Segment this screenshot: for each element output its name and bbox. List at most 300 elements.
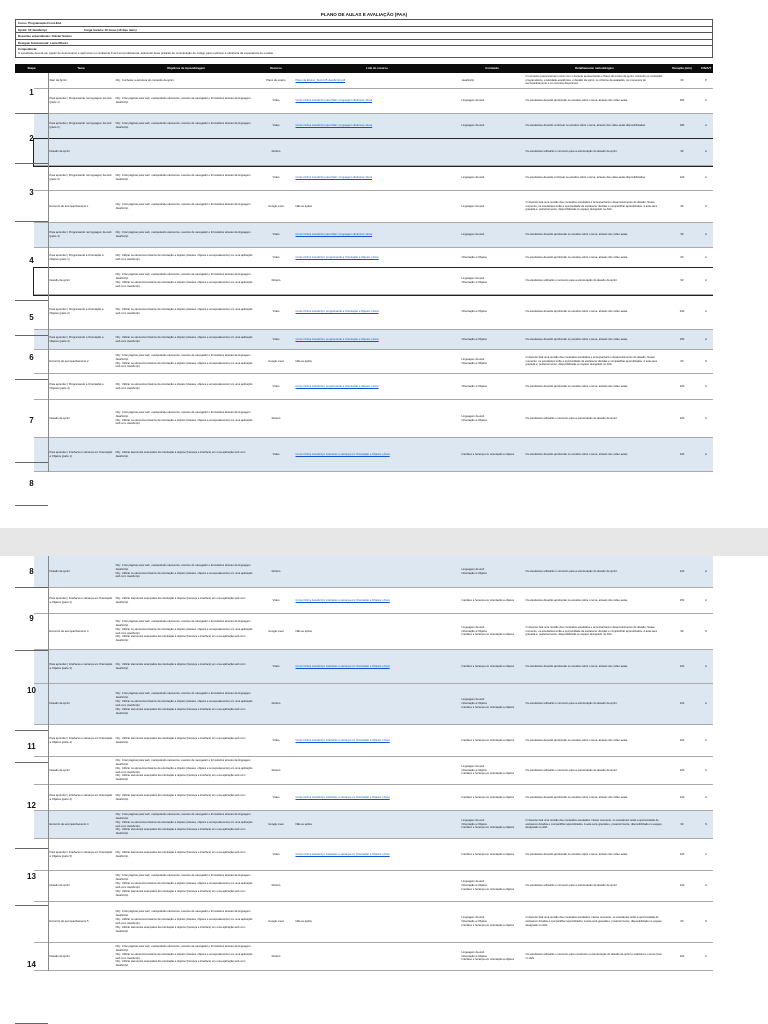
- csat-text: A: [705, 176, 707, 180]
- objective-text: Obj.: Utilizar elementos avançados da orientação a objetos (herança e interface) em uma aplicação web com JavaScript.: [115, 450, 246, 458]
- table-row: [34, 330, 713, 350]
- objective-text: Obj.: Criar páginas para web, manipulando elementos, eventos de navegador e formulários através da linguagem JavaScript.: [115, 202, 251, 210]
- resource-text: Vídeo: [272, 795, 280, 799]
- content-text: Linguagem da web: [461, 124, 485, 128]
- content-cell: [460, 139, 524, 165]
- objective-cell: [114, 374, 258, 399]
- table-row: [34, 166, 713, 191]
- tema-cell: [48, 166, 114, 190]
- methodology-text: Os estudantes utilizarão o momento para a estruturação do desafio da sprint.: [525, 569, 618, 573]
- etapa-number: 9: [15, 588, 48, 651]
- methodology-text: O docente fará uma revisão dos conteúdos estudados. Nesse momento, os estudantes terão a oportunidade de esclarecer dúvidas e compartilhar aprendizados. A aula será gravada e, posteriormente, disponibilizada no espaço designado no AVA.: [525, 818, 662, 830]
- methodology-text: Os estudantes deverão aprofundar os estudos sobre o tema, através dos vídeo-aulas.: [525, 852, 628, 856]
- content-cell: [460, 811, 524, 838]
- duration-text: 90: [680, 233, 684, 237]
- csat-cell: [699, 785, 713, 810]
- content-cell: [460, 588, 524, 613]
- resource-link-text[interactable]: Curso Online JavaScript: programando a Orientação a Objetos | Alura: [295, 384, 379, 388]
- resource-cell: [258, 614, 294, 649]
- csat-cell: [699, 223, 713, 247]
- csat-cell: [699, 268, 713, 294]
- objective-text: Obj.: Criar páginas para web, manipulando elementos, eventos de navegador e formulários através da linguagem JavaScript. Obj.: Utilizar os elementos básicos da orientação a objetos (classes, objetos e encapsulamento) em uma aplicação web com JavaScript. Obj.: Utilizar elementos avançados da orientação a objetos (herança e interface) em uma aplicação web com JavaScript.: [115, 758, 253, 782]
- tema-text: Desafio da sprint: [49, 954, 70, 958]
- duration-cell: [665, 191, 699, 222]
- methodology-text: Os estudantes deverão aprofundar os estudos sobre o tema, através dos vídeo-aulas.: [525, 255, 628, 259]
- resource-link-cell: [294, 785, 460, 810]
- resource-cell: [258, 785, 294, 810]
- duration-cell: [665, 785, 699, 810]
- objective-text: Obj.: Utilizar elementos avançados da orientação a objetos (herança e interface) em uma aplicação web com JavaScript.: [115, 662, 246, 670]
- tema-cell: [48, 295, 114, 329]
- resource-cell: [258, 871, 294, 901]
- resource-link-text[interactable]: Curso Online JavaScript para Web | Linguagem dinâmica | Alura: [295, 176, 373, 180]
- content-text: Linguagem da web Orientação a Objetos Interface e herança em orientação a objetos: [461, 916, 515, 927]
- objective-text: Obj.: Criar páginas para web, manipulando elementos, eventos de navegador e formulários através da linguagem JavaScript. Obj.: Utilizar os elementos básicos da orientação a objetos (classes, objetos e encapsulamento) em uma aplicação web com JavaScript.: [115, 563, 253, 579]
- tema-text: Para aprender | Programando a Orientação a Objetos (parte 4): [49, 382, 104, 390]
- objective-cell: [114, 114, 258, 138]
- objective-text: Obj.: Criar páginas para web, manipulando elementos, eventos de navegador e formulários através da linguagem JavaScript.: [115, 122, 251, 129]
- methodology-cell: [524, 871, 665, 901]
- content-text: Linguagem da web: [461, 233, 485, 237]
- duration-cell: [665, 757, 699, 784]
- tema-cell: [48, 248, 114, 267]
- content-text: Linguagem da web Orientação a Objetos Interface e herança em orientação a objetos: [461, 625, 515, 637]
- objective-text: Obj.: Criar páginas para web, manipulando elementos, eventos de navegador e formulários através da linguagem JavaScript. Obj.: Utilizar os elementos básicos da orientação a objetos (classes, objetos e encapsulamento) em uma aplicação web com JavaScript. Obj.: Utilizar elementos avançados da orientação a objetos (herança e interface) em uma aplicação web com JavaScript.: [115, 874, 253, 897]
- duration-text: 90: [680, 150, 684, 154]
- etapa-number: 8: [15, 556, 48, 588]
- content-text: Linguagem da web Orientação a Objetos: [461, 277, 487, 284]
- header-detalhamento: Detalhamento metodológico: [575, 66, 614, 70]
- csat-cell: [699, 350, 713, 373]
- resource-cell: [258, 811, 294, 838]
- objective-cell: [114, 330, 258, 349]
- resource-text: Google meet: [268, 204, 284, 208]
- tema-text: Encontro de acompanhamento 4: [49, 822, 89, 826]
- objective-text: Obj.: Criar páginas para web, manipulando elementos, eventos de navegador e formulários através da linguagem JavaScript. Obj.: Utilizar os elementos básicos da orientação a objetos (classes, objetos e encapsulamento) em uma aplicação web com JavaScript. Obj.: Utilizar elementos avançados da orientação a objetos (herança e interface) em uma aplicação web com JavaScript.: [115, 812, 253, 836]
- objective-cell: [114, 166, 258, 190]
- duration-text: 120: [679, 884, 685, 888]
- objective-text: Obj.: Criar páginas para web, manipulando elementos, eventos de navegador e formulários através da linguagem JavaScript. Obj.: Utilizar os elementos básicos da orientação a objetos (classes, objetos e encapsulamento) em uma aplicação web com JavaScript. Obj.: Utilizar elementos avançados da orientação a objetos (herança e interface) em uma aplicação web com JavaScript.: [115, 910, 253, 933]
- document-page-1: [15, 10, 713, 528]
- resource-text: Vídeo: [272, 664, 280, 668]
- resource-cell: [258, 191, 294, 222]
- table-row: [34, 725, 713, 757]
- objective-text: Obj.: Conhecer a estrutura do conteúdo da sprint.: [115, 78, 175, 82]
- duration-cell: [665, 871, 699, 901]
- methodology-cell: [524, 114, 665, 138]
- resource-text: Roteiro: [271, 279, 281, 283]
- tema-cell: [48, 400, 114, 437]
- objective-cell: [114, 268, 258, 294]
- duration-text: 120: [679, 452, 685, 456]
- table-row: [34, 73, 713, 89]
- duration-text: 120: [679, 569, 685, 573]
- csat-cell: [699, 248, 713, 267]
- resource-text: Roteiro: [271, 884, 281, 888]
- duration-cell: [665, 614, 699, 649]
- csat-cell: [699, 839, 713, 870]
- objective-text: Obj.: Criar páginas para web, manipulando elementos, eventos de navegador e formulários através da linguagem JavaScript. Obj.: Utilizar os elementos básicos da orientação a objetos (classes, objetos e encapsulamento) em uma aplicação web com JavaScript. Obj.: Utilizar elementos avançados da orientação a objetos (herança e interface) em uma aplicação web com JavaScript.: [115, 692, 253, 715]
- csat-cell: [699, 871, 713, 901]
- tema-cell: [48, 114, 114, 138]
- content-cell: [460, 166, 524, 190]
- resource-link-text[interactable]: Curso Online JavaScript: programando a Orientação a Objetos | Alura: [295, 255, 379, 259]
- tema-text: Para aprender | Interfaces e Herança em Orientação a Objetos (parte 2): [49, 596, 113, 604]
- duration-text: 120: [679, 176, 685, 180]
- resource-link-text[interactable]: Curso Online JavaScript: programando a Orientação a Objetos | Alura: [295, 337, 379, 341]
- resource-link-text: Não se aplica: [295, 204, 312, 208]
- tema-cell: [48, 438, 114, 471]
- objective-text: Obj.: Criar páginas para web, manipulando elementos, eventos de navegador e formulários através da linguagem JavaScript. Obj.: Utilizar os elementos básicos da orientação a objetos (classes, objetos e encapsulamento) em uma aplicação web com JavaScript. Obj.: Utilizar elementos avançados da orientação a objetos (herança e interface) em uma aplicação web com JavaScript.: [115, 944, 253, 968]
- resource-link-cell: [294, 268, 460, 294]
- resource-link-cell: [294, 588, 460, 613]
- resource-text: Google meet: [268, 629, 284, 633]
- methodology-text: Os estudantes utilizarão o momento para a estruturação do desafio da sprint.: [525, 416, 618, 420]
- objective-cell: [114, 871, 258, 901]
- tema-text: Para aprender | Interfaces e Herança em Orientação a Objetos (parte 1): [49, 450, 113, 458]
- csat-cell: [699, 438, 713, 471]
- resource-cell: [258, 650, 294, 683]
- objective-cell: [114, 757, 258, 784]
- resource-link-cell: [294, 438, 460, 471]
- csat-cell: [699, 295, 713, 329]
- csat-cell: [699, 400, 713, 437]
- resource-text: Roteiro: [271, 954, 281, 958]
- resource-link-text[interactable]: Curso Online JavaScript: interfaces e Herança em Orientação a Objetos | Alura: [295, 795, 390, 799]
- duration-cell: [665, 248, 699, 267]
- lesson-table-page-1: [15, 64, 713, 506]
- etapa-number: 11: [15, 731, 48, 763]
- resource-link-text[interactable]: Curso Online JavaScript para Web | Linguagem dinâmica | Alura: [295, 124, 373, 128]
- resource-link-text: Não se aplica: [295, 822, 312, 826]
- etapa-number: 4: [15, 222, 48, 301]
- resource-cell: [258, 757, 294, 784]
- content-cell: [460, 556, 524, 587]
- objective-text: Obj.: Criar páginas para web, manipulando elementos, eventos de navegador e formulários através da linguagem JavaScript.: [115, 97, 251, 104]
- methodology-text: O docente fará uma revisão dos conteúdos estudados e acompanhará o desenvolvimento do desafio. Nesse momento, os estudantes terão a oportunidade de esclarecer dúvidas e compartilhar aprendizados. A aula será gravada e, posteriormente, disponibilizada no espaço designado no AVA.: [525, 355, 657, 367]
- content-text: Orientação a Objetos: [461, 255, 487, 259]
- csat-text: A: [705, 452, 707, 456]
- resource-text: Google meet: [268, 920, 284, 924]
- methodology-cell: [524, 374, 665, 399]
- table-row: [34, 223, 713, 248]
- methodology-cell: [524, 166, 665, 190]
- duration-text: 150: [679, 598, 685, 602]
- content-cell: [460, 295, 524, 329]
- content-cell: [460, 438, 524, 471]
- objective-cell: [114, 811, 258, 838]
- tema-cell: [48, 943, 114, 970]
- resource-cell: [258, 725, 294, 756]
- methodology-text: O docente fará uma revisão dos conteúdos estudados e acompanhará o desenvolvimento do desafio. Nesse momento, os estudantes terão a oportunidade de esclarecer dúvidas e compartilhar aprendizados. A aula será gravada e, posteriormente, disponibilizada no espaço designado no AVA.: [525, 625, 657, 637]
- resource-cell: [258, 330, 294, 349]
- content-text: JavaScript: [461, 78, 475, 82]
- content-text: Interface e herança em orientação a objetos: [461, 795, 515, 799]
- tema-cell: [48, 650, 114, 683]
- designer: Designer Educacional: Lúcia Ribeiro: [16, 40, 712, 47]
- table-row: [34, 89, 713, 114]
- resource-text: Vídeo: [272, 738, 280, 742]
- table-row: [34, 614, 713, 650]
- content-cell: [460, 114, 524, 138]
- resource-link-cell: [294, 73, 460, 88]
- resource-link-cell: [294, 902, 460, 942]
- resource-text: Vídeo: [272, 176, 280, 180]
- etapa-number: 5: [15, 301, 48, 336]
- resource-link-text[interactable]: Curso Online JavaScript: interfaces e Herança em Orientação a Objetos | Alura: [295, 598, 390, 602]
- resource-link-text[interactable]: Curso Online JavaScript: interfaces e Herança em Orientação a Objetos | Alura: [295, 452, 390, 456]
- objective-cell: [114, 350, 258, 373]
- resource-text: Vídeo: [272, 852, 280, 856]
- csat-text: S: [705, 920, 707, 924]
- etapa-number: 2: [15, 114, 48, 164]
- resource-cell: [258, 248, 294, 267]
- methodology-text: Os estudantes deverão aprofundar os estudos sobre o tema, através dos vídeo-aulas.: [525, 337, 628, 341]
- tema-text: Para aprender | Programando a Orientação a Objetos (parte 1): [49, 253, 104, 261]
- content-cell: [460, 374, 524, 399]
- table-row: [34, 684, 713, 725]
- methodology-cell: [524, 350, 665, 373]
- content-cell: [460, 330, 524, 349]
- header-recurso: Recurso: [270, 66, 282, 70]
- tema-cell: [48, 785, 114, 810]
- resource-link-cell: [294, 139, 460, 165]
- methodology-cell: [524, 757, 665, 784]
- duration-text: 150: [679, 337, 685, 341]
- resource-link-text[interactable]: Curso Online JavaScript: interfaces e Herança em Orientação a Objetos | Alura: [295, 852, 390, 856]
- content-cell: [460, 614, 524, 649]
- csat-cell: [699, 902, 713, 942]
- csat-text: A: [705, 768, 707, 772]
- resource-link-text[interactable]: Curso Online JavaScript para Web | Linguagem dinâmica | Alura: [295, 233, 373, 237]
- resource-cell: [258, 438, 294, 471]
- content-cell: [460, 943, 524, 970]
- tema-text: Para aprender | Programando a Orientação a Objetos (parte 2): [49, 308, 104, 315]
- csat-text: A: [705, 664, 707, 668]
- objective-cell: [114, 438, 258, 471]
- duration-cell: [665, 588, 699, 613]
- methodology-text: O momento presencial tem início com o docente apresentando o Plano de ensino da sprint, incluindo os conteúdos programáticos, a atividade acadêmica, o desafio da sprint, os critérios de avaliação, os momentos de acompanhamento e os recursos disponíveis.: [525, 74, 663, 86]
- resource-cell: [258, 902, 294, 942]
- content-cell: [460, 725, 524, 756]
- workload: Carga horária: 16 horas (16 dias úteis): [84, 27, 137, 32]
- resource-link-text[interactable]: Plano de Ensino_Sprint 05 JavaScript.pdf: [295, 78, 346, 82]
- etapa-number: 1: [15, 73, 48, 114]
- csat-cell: [699, 139, 713, 165]
- content-text: Orientação a Objetos: [461, 310, 487, 314]
- resource-cell: [258, 223, 294, 247]
- methodology-text: Os estudantes deverão aprofundar os estudos sobre o tema, através dos vídeo-aulas.: [525, 99, 628, 103]
- duration-cell: [665, 556, 699, 587]
- duration-cell: [665, 166, 699, 190]
- tema-cell: [48, 725, 114, 756]
- objective-text: Obj.: Utilizar elementos avançados da orientação a objetos (herança e interface) em uma aplicação web com JavaScript.: [115, 850, 246, 858]
- duration-cell: [665, 400, 699, 437]
- header-tema: Tema: [77, 66, 85, 70]
- content-text: Orientação a Objetos: [461, 384, 487, 388]
- table-row: [34, 295, 713, 330]
- content-cell: [460, 191, 524, 222]
- content-text: Interface e herança em orientação a objetos: [461, 738, 515, 742]
- resource-cell: [258, 374, 294, 399]
- objective-cell: [114, 223, 258, 247]
- methodology-text: Os estudantes utilizarão o momento para a estruturação do desafio da sprint.: [525, 702, 618, 706]
- objective-text: Obj.: Utilizar elementos avançados da orientação a objetos (herança e interface) em uma aplicação web com JavaScript.: [115, 596, 246, 604]
- tema-cell: [48, 902, 114, 942]
- tema-text: Para aprender | Programando na linguagem da web (parte 2): [49, 122, 112, 129]
- methodology-cell: [524, 785, 665, 810]
- teachers: Docentes especialistas: Cidsler Santos: [16, 33, 712, 40]
- objective-cell: [114, 839, 258, 870]
- tema-cell: [48, 811, 114, 838]
- csat-cell: [699, 374, 713, 399]
- tema-text: Encontro de acompanhamento 3: [49, 629, 89, 633]
- methodology-cell: [524, 330, 665, 349]
- resource-cell: [258, 684, 294, 724]
- csat-text: A: [705, 738, 707, 742]
- etapa-number: 10: [15, 651, 48, 731]
- header-etapa: Etapa: [27, 66, 36, 70]
- table-row: [34, 400, 713, 438]
- table-row: [34, 871, 713, 902]
- table-row: [34, 902, 713, 943]
- resource-link-text[interactable]: Curso Online JavaScript: interfaces e Herança em Orientação a Objetos | Alura: [295, 664, 390, 668]
- resource-link-cell: [294, 223, 460, 247]
- table-header: [15, 64, 713, 73]
- objective-cell: [114, 400, 258, 437]
- methodology-cell: [524, 588, 665, 613]
- resource-link-cell: [294, 725, 460, 756]
- resource-link-text[interactable]: Curso Online JavaScript para Web | Linguagem dinâmica | Alura: [295, 99, 373, 103]
- objective-cell: [114, 902, 258, 942]
- resource-text: Vídeo: [272, 124, 280, 128]
- csat-text: A: [705, 150, 707, 154]
- duration-cell: [665, 268, 699, 294]
- resource-link-text: Não se aplica: [295, 359, 312, 363]
- tema-cell: [48, 614, 114, 649]
- tema-text: Encontro de acompanhamento 1: [49, 204, 89, 208]
- competence-label: Competência:: [18, 47, 38, 51]
- methodology-text: Os estudantes deverão aprofundar os estudos sobre o tema, através dos vídeo-aulas.: [525, 664, 628, 668]
- duration-text: 120: [679, 768, 685, 772]
- resource-link-cell: [294, 114, 460, 138]
- content-cell: [460, 785, 524, 810]
- csat-text: S: [705, 204, 707, 208]
- table-row: [34, 943, 713, 971]
- csat-text: A: [705, 384, 707, 388]
- csat-cell: [699, 191, 713, 222]
- tema-text: Desafio da sprint: [49, 150, 70, 154]
- tema-text: Desafio da sprint: [49, 279, 70, 283]
- course-info: [15, 19, 713, 46]
- duration-cell: [665, 811, 699, 838]
- tema-text: Para aprender | Interfaces e Herança em Orientação a Objetos (parte 4): [49, 736, 113, 744]
- tema-text: Desafio da sprint: [49, 768, 70, 772]
- duration-text: 120: [679, 702, 685, 706]
- objective-text: Obj.: Utilizar os elementos básicos da orientação a objetos (classes, objetos e encapsulamento) em uma aplicação web com JavaScript.: [115, 253, 253, 261]
- resource-link-text: Não se aplica: [295, 920, 312, 924]
- methodology-text: Os estudantes utilizarão o momento para a estruturação do desafio da sprint.: [525, 768, 618, 772]
- duration-cell: [665, 73, 699, 88]
- tema-cell: [48, 73, 114, 88]
- csat-text: A: [705, 884, 707, 888]
- objective-cell: [114, 614, 258, 649]
- tema-cell: [48, 684, 114, 724]
- methodology-cell: [524, 614, 665, 649]
- content-text: Interface e herança em orientação a objetos: [461, 664, 515, 668]
- resource-text: Vídeo: [272, 384, 280, 388]
- csat-text: A: [705, 337, 707, 341]
- duration-cell: [665, 350, 699, 373]
- resource-text: Roteiro: [271, 150, 281, 154]
- duration-cell: [665, 902, 699, 942]
- objective-text: Obj.: Criar páginas para web, manipulando elementos, eventos de navegador e formulários através da linguagem JavaScript.: [115, 231, 251, 238]
- table-row: [34, 785, 713, 811]
- csat-cell: [699, 650, 713, 683]
- methodology-cell: [524, 73, 665, 88]
- duration-text: 120: [679, 795, 685, 799]
- methodology-text: Os estudantes utilizarão o momento para a estruturação do desafio da sprint.: [525, 150, 618, 154]
- resource-text: Google meet: [268, 359, 284, 363]
- resource-link-cell: [294, 556, 460, 587]
- resource-text: Plano de ensino: [266, 78, 286, 82]
- methodology-text: Os estudantes utilizarão o momento para a estruturação do desafio da sprint.: [525, 279, 618, 283]
- objective-text: Obj.: Criar páginas para web, manipulando elementos, eventos de navegador e formulários através da linguagem JavaScript. Obj.: Utilizar os elementos básicos da orientação a objetos (classes, objetos e encapsulamento) em uma aplicação web com JavaScript. Obj.: Utilizar elementos avançados da orientação a objetos (herança e interface) em uma aplicação web com JavaScript.: [115, 619, 253, 643]
- resource-link-text[interactable]: Curso Online JavaScript: programando a Orientação a Objetos | Alura: [295, 310, 379, 314]
- resource-cell: [258, 400, 294, 437]
- tema-text: Desafio da sprint: [49, 569, 70, 573]
- resource-text: Vídeo: [272, 598, 280, 602]
- content-text: Linguagem da web: [461, 176, 485, 180]
- tema-text: Para aprender | Interfaces e Herança em Orientação a Objetos (parte 5): [49, 850, 113, 858]
- content-text: Linguagem da web Orientação a Objetos: [461, 357, 487, 365]
- objective-text: Obj.: Utilizar elementos avançados da orientação a objetos (herança e interface) em uma aplicação web com JavaScript.: [115, 793, 246, 801]
- resource-cell: [258, 588, 294, 613]
- tema-text: Para aprender | Programando na linguagem da web (parte 4): [49, 231, 112, 238]
- content-cell: [460, 350, 524, 373]
- csat-cell: [699, 684, 713, 724]
- methodology-text: Os estudantes utilizarão o momento para a estruturação do desafio da sprint.: [525, 884, 618, 888]
- duration-cell: [665, 374, 699, 399]
- resource-link-cell: [294, 650, 460, 683]
- objective-cell: [114, 556, 258, 587]
- methodology-cell: [524, 811, 665, 838]
- csat-text: A: [705, 99, 707, 103]
- tema-text: Para aprender | Interfaces e Herança em Orientação a Objetos (parte 4): [49, 793, 113, 801]
- resource-text: Roteiro: [271, 702, 281, 706]
- tema-cell: [48, 556, 114, 587]
- objective-text: Obj.: Criar páginas para web, manipulando elementos, eventos de navegador e formulários através da linguagem JavaScript. Obj.: Utilizar os elementos básicos da orientação a objetos (classes, objetos e encapsulamento) em uma aplicação web com JavaScript.: [115, 353, 253, 369]
- resource-text: Roteiro: [271, 768, 281, 772]
- csat-text: A: [705, 954, 707, 958]
- objective-cell: [114, 943, 258, 970]
- objective-text: Obj.: Utilizar os elementos básicos da orientação a objetos (classes, objetos e encapsulamento) em uma aplicação web com JavaScript.: [115, 382, 253, 390]
- duration-text: 90: [680, 255, 684, 259]
- csat-text: A: [705, 124, 707, 128]
- header-objetivos: Objetivos de Aprendizagem: [167, 66, 205, 70]
- duration-text: 90: [680, 822, 684, 826]
- methodology-text: O docente fará uma revisão dos conteúdos estudados e acompanhará o desenvolvimento do desafio. Nesse momento, os estudantes terão a oportunidade de esclarecer dúvidas e compartilhar aprendizados. A aula será gravada e, posteriormente, disponibilizada no espaço designado no AVA.: [525, 200, 657, 212]
- objective-text: Obj.: Utilizar elementos avançados da orientação a objetos (herança e interface) em uma aplicação web com JavaScript.: [115, 736, 246, 744]
- resource-link-text[interactable]: Curso Online JavaScript: interfaces e Herança em Orientação a Objetos | Alura: [295, 738, 390, 742]
- tema-text: Encontro de acompanhamento 2: [49, 359, 89, 363]
- duration-cell: [665, 839, 699, 870]
- resource-cell: [258, 556, 294, 587]
- tema-text: Para aprender | Programando na linguagem da web (parte 1): [49, 97, 112, 104]
- etapa-number: 7: [15, 380, 48, 463]
- methodology-cell: [524, 650, 665, 683]
- csat-text: A: [705, 279, 707, 283]
